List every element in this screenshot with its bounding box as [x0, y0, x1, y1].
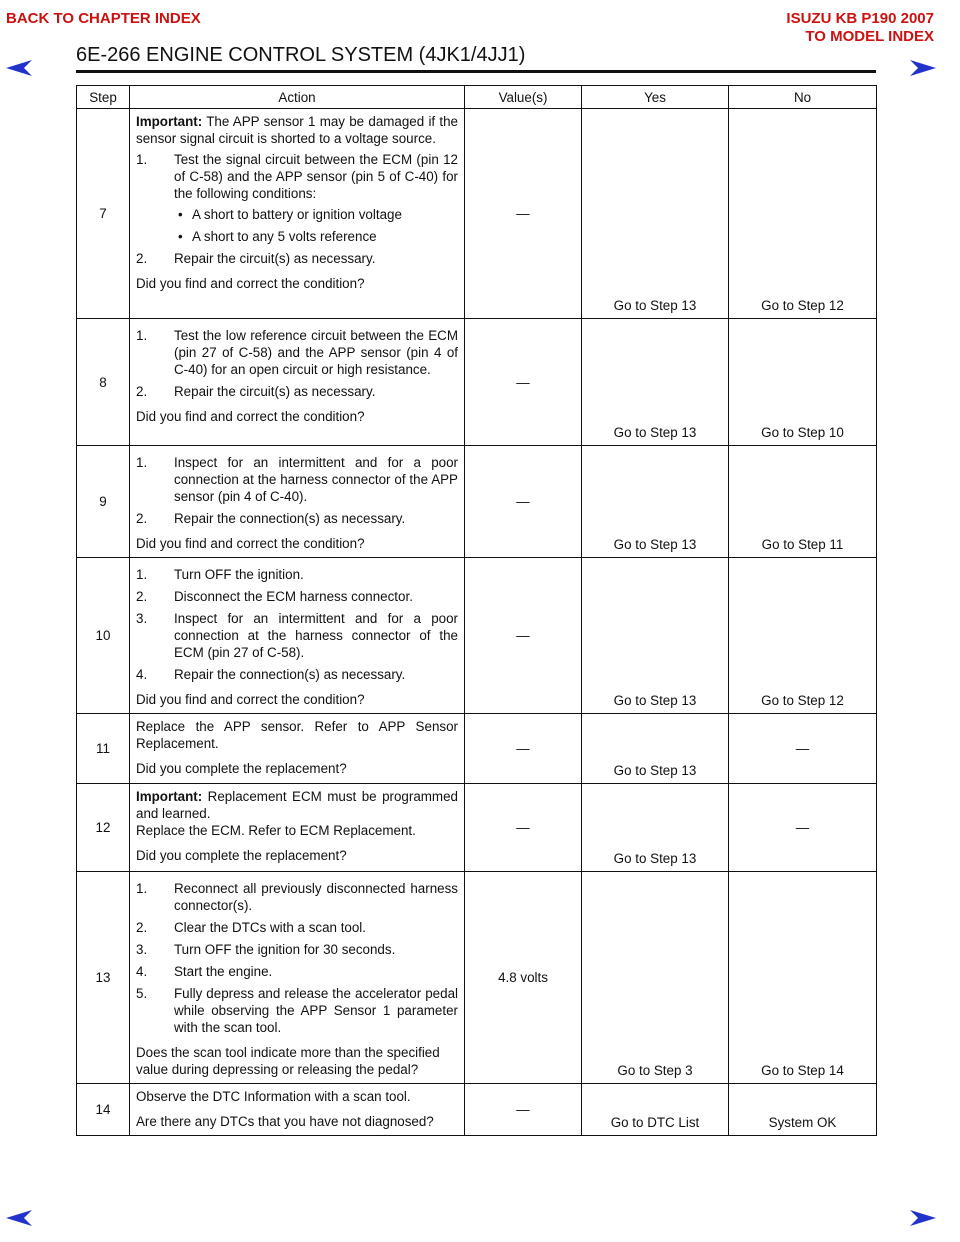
question-text: Did you complete the replacement? — [136, 761, 347, 776]
value-cell: 4.8 volts — [465, 872, 582, 1084]
action-text: Observe the DTC Information with a scan tool. — [136, 1089, 411, 1104]
arrow-right-icon[interactable] — [910, 60, 936, 76]
value-cell: — — [465, 446, 582, 558]
arrow-right-icon[interactable] — [910, 1210, 936, 1226]
action-cell — [130, 446, 465, 558]
header-action: Action — [130, 86, 465, 109]
bullet-item: • A short to any 5 volts reference — [174, 228, 458, 245]
list-item: 1. Reconnect all previously disconnected harness connector(s). — [136, 881, 458, 913]
step-number: 10 — [77, 558, 130, 714]
yes-cell: Go to Step 13 — [582, 714, 729, 784]
no-cell: Go to Step 11 — [729, 446, 877, 558]
list-item: 2. Clear the DTCs with a scan tool. — [136, 920, 367, 935]
step-number: 7 — [77, 109, 130, 319]
no-cell: Go to Step 14 — [729, 872, 877, 1084]
arrow-left-icon[interactable] — [6, 60, 32, 76]
value-cell: — — [465, 558, 582, 714]
action-cell — [130, 558, 465, 714]
action-cell — [130, 784, 465, 872]
header-no: No — [729, 86, 877, 109]
important-label: Important: — [136, 789, 203, 804]
model-title: ISUZU KB P190 2007 — [786, 10, 934, 27]
action-cell — [130, 872, 465, 1084]
table-row — [77, 109, 877, 319]
list-item: 2. Repair the circuit(s) as necessary. — [136, 384, 376, 399]
yes-cell: Go to Step 13 — [582, 558, 729, 714]
table-row — [77, 872, 877, 1084]
yes-cell: Go to Step 13 — [582, 446, 729, 558]
arrow-left-icon[interactable] — [6, 1210, 32, 1226]
question-text: Did you find and correct the condition? — [136, 409, 365, 424]
list-item: 1. Inspect for an intermittent and for a poor connection at the harness connector of the APP sensor (pin 4 of C-40). — [136, 455, 458, 504]
no-cell: System OK — [729, 1084, 877, 1136]
yes-cell: Go to Step 13 — [582, 319, 729, 446]
to-model-index-label: TO MODEL INDEX — [805, 28, 934, 45]
diagnostic-table — [76, 85, 877, 1136]
question-text: Did you complete the replacement? — [136, 848, 347, 863]
title-divider — [76, 70, 876, 73]
table-row — [77, 319, 877, 446]
action-cell — [130, 319, 465, 446]
important-label: Important: — [136, 114, 203, 129]
page-title: 6E-266 ENGINE CONTROL SYSTEM (4JK1/4JJ1) — [76, 44, 526, 66]
list-item: 2. Repair the circuit(s) as necessary. — [136, 251, 376, 266]
step-number: 13 — [77, 872, 130, 1084]
list-item: 2. Repair the connection(s) as necessary. — [136, 511, 406, 526]
no-cell: — — [729, 714, 877, 784]
value-cell: — — [465, 714, 582, 784]
no-cell: Go to Step 12 — [729, 558, 877, 714]
list-item: 3. Turn OFF the ignition for 30 seconds. — [136, 942, 396, 957]
step-number: 11 — [77, 714, 130, 784]
value-cell: — — [465, 319, 582, 446]
bullet-item: • A short to battery or ignition voltage — [174, 206, 458, 223]
question-text: Does the scan tool indicate more than the specified value during depressing or releasing the pedal? — [136, 1045, 440, 1077]
yes-cell: Go to Step 13 — [582, 109, 729, 319]
header-yes: Yes — [582, 86, 729, 109]
step-number: 8 — [77, 319, 130, 446]
value-cell: — — [465, 1084, 582, 1136]
no-cell: Go to Step 10 — [729, 319, 877, 446]
question-text: Are there any DTCs that you have not diagnosed? — [136, 1114, 434, 1129]
table-row — [77, 558, 877, 714]
step-number: 9 — [77, 446, 130, 558]
list-item: 5. Fully depress and release the accelerator pedal while observing the APP Sensor 1 parameter with the scan tool. — [136, 986, 458, 1035]
value-cell: — — [465, 109, 582, 319]
action-cell — [130, 714, 465, 784]
table-row — [77, 1084, 877, 1136]
table-row — [77, 714, 877, 784]
list-item: 2. Disconnect the ECM harness connector. — [136, 589, 413, 604]
important-text: The APP sensor 1 may be damaged if the sensor signal circuit is shorted to a voltage source. — [136, 114, 458, 146]
list-item: 1. Turn OFF the ignition. — [136, 567, 304, 582]
action-text: Replace the ECM. Refer to ECM Replacement. — [136, 823, 416, 838]
action-cell — [130, 109, 465, 319]
yes-cell: Go to DTC List — [582, 1084, 729, 1136]
action-cell — [130, 1084, 465, 1136]
yes-cell: Go to Step 3 — [582, 872, 729, 1084]
step-number: 12 — [77, 784, 130, 872]
list-item: 1. Test the signal circuit between the ECM (pin 12 of C-58) and the APP sensor (pin 5 of C-40) for the following conditions: • A short to battery or ignition voltage • A short to any 5 volts reference — [136, 151, 458, 245]
no-cell: Go to Step 12 — [729, 109, 877, 319]
table-header-row — [77, 86, 877, 109]
action-text: Replace the APP sensor. Refer to APP Sensor Replacement. — [136, 719, 458, 751]
step-number: 14 — [77, 1084, 130, 1136]
question-text: Did you find and correct the condition? — [136, 276, 365, 291]
list-item: 4. Start the engine. — [136, 964, 273, 979]
no-cell: — — [729, 784, 877, 872]
question-text: Did you find and correct the condition? — [136, 536, 365, 551]
table-row — [77, 446, 877, 558]
header-values: Value(s) — [465, 86, 582, 109]
back-to-chapter-link[interactable]: BACK TO CHAPTER INDEX — [6, 10, 201, 27]
yes-cell: Go to Step 13 — [582, 784, 729, 872]
value-cell: — — [465, 784, 582, 872]
table-row — [77, 784, 877, 872]
important-text: Replacement ECM must be programmed and learned. — [136, 789, 458, 821]
list-item: 3. Inspect for an intermittent and for a poor connection at the harness connector of the ECM (pin 27 of C-58). — [136, 611, 458, 660]
list-item: 1. Test the low reference circuit between the ECM (pin 27 of C-58) and the APP sensor (pin 4 of C-40) for an open circuit or high resistance. — [136, 328, 458, 377]
model-index-link[interactable] — [786, 10, 934, 46]
question-text: Did you find and correct the condition? — [136, 692, 365, 707]
header-step: Step — [77, 86, 130, 109]
list-item: 4. Repair the connection(s) as necessary. — [136, 667, 406, 682]
